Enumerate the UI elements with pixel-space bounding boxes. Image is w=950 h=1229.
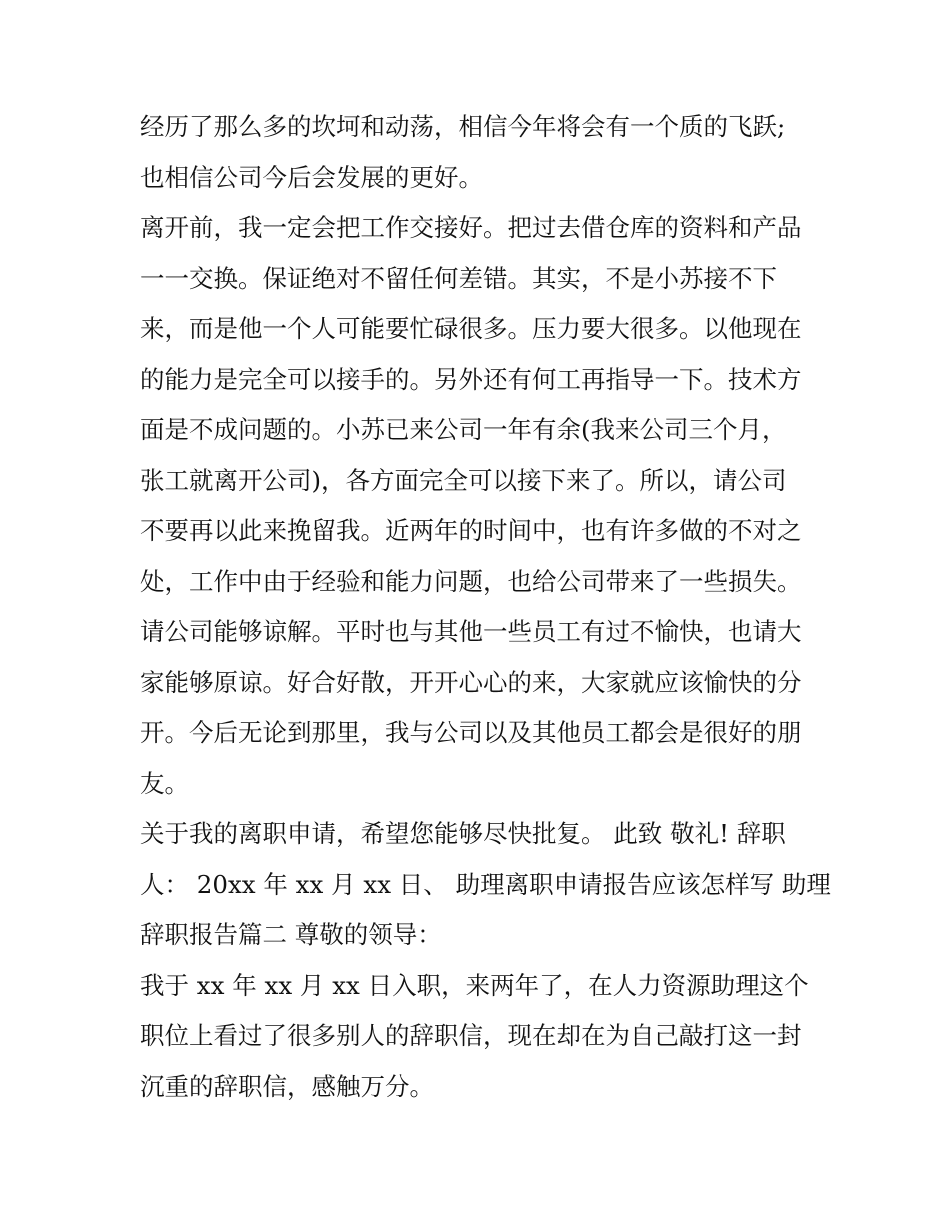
text-line: 也相信公司今后会发展的更好。: [140, 162, 483, 192]
text-line: 经历了那么多的坎坷和动荡，相信今年将会有一个质的飞跃;: [140, 112, 786, 141]
text-line: 我于 xx 年 xx 月 xx 日入职，来两年了，在人力资源助理这个: [140, 970, 809, 1000]
text-line: 处，工作中由于经验和能力问题，也给公司带来了一些损失。: [140, 566, 802, 596]
text-line: 不要再以此来挽留我。近两年的时间中，也有许多做的不对之: [140, 516, 802, 545]
text-line: 的能力是完全可以接手的。另外还有何工再指导一下。技术方: [140, 364, 802, 394]
document-body: [140, 102, 831, 1112]
text-line: 关于我的离职申请，希望您能够尽快批复。 此致 敬礼! 辞职: [140, 819, 786, 848]
text-line: 来，而是他一个人可能要忙碌很多。压力要大很多。以他现在: [140, 314, 802, 343]
text-line: 职位上看过了很多别人的辞职信，现在却在为自己敲打这一封: [140, 1021, 802, 1050]
text-line: 家能够原谅。好合好散，开开心心的来，大家就应该愉快的分: [140, 667, 802, 697]
text-line: 一一交换。保证绝对不留任何差错。其实，不是小苏接不下: [140, 263, 777, 293]
text-line: 辞职报告篇二 尊敬的领导：: [140, 920, 442, 949]
text-line: 面是不成问题的。小苏已来公司一年有余(我来公司三个月，: [140, 415, 787, 444]
text-line: 人： 20xx 年 xx 月 xx 日、 助理离职申请报告应该怎样写 助理: [140, 869, 831, 899]
text-line: 友。: [140, 768, 189, 798]
text-line: 离开前，我一定会把工作交接好。把过去借仓库的资料和产品: [140, 213, 802, 242]
text-line: 沉重的辞职信，感触万分。: [140, 1071, 434, 1101]
text-line: 张工就离开公司)，各方面完全可以接下来了。所以，请公司: [140, 465, 787, 495]
text-line: 请公司能够谅解。平时也与其他一些员工有过不愉快，也请大: [140, 617, 802, 646]
text-line: 开。今后无论到那里，我与公司以及其他员工都会是很好的朋: [140, 718, 802, 747]
